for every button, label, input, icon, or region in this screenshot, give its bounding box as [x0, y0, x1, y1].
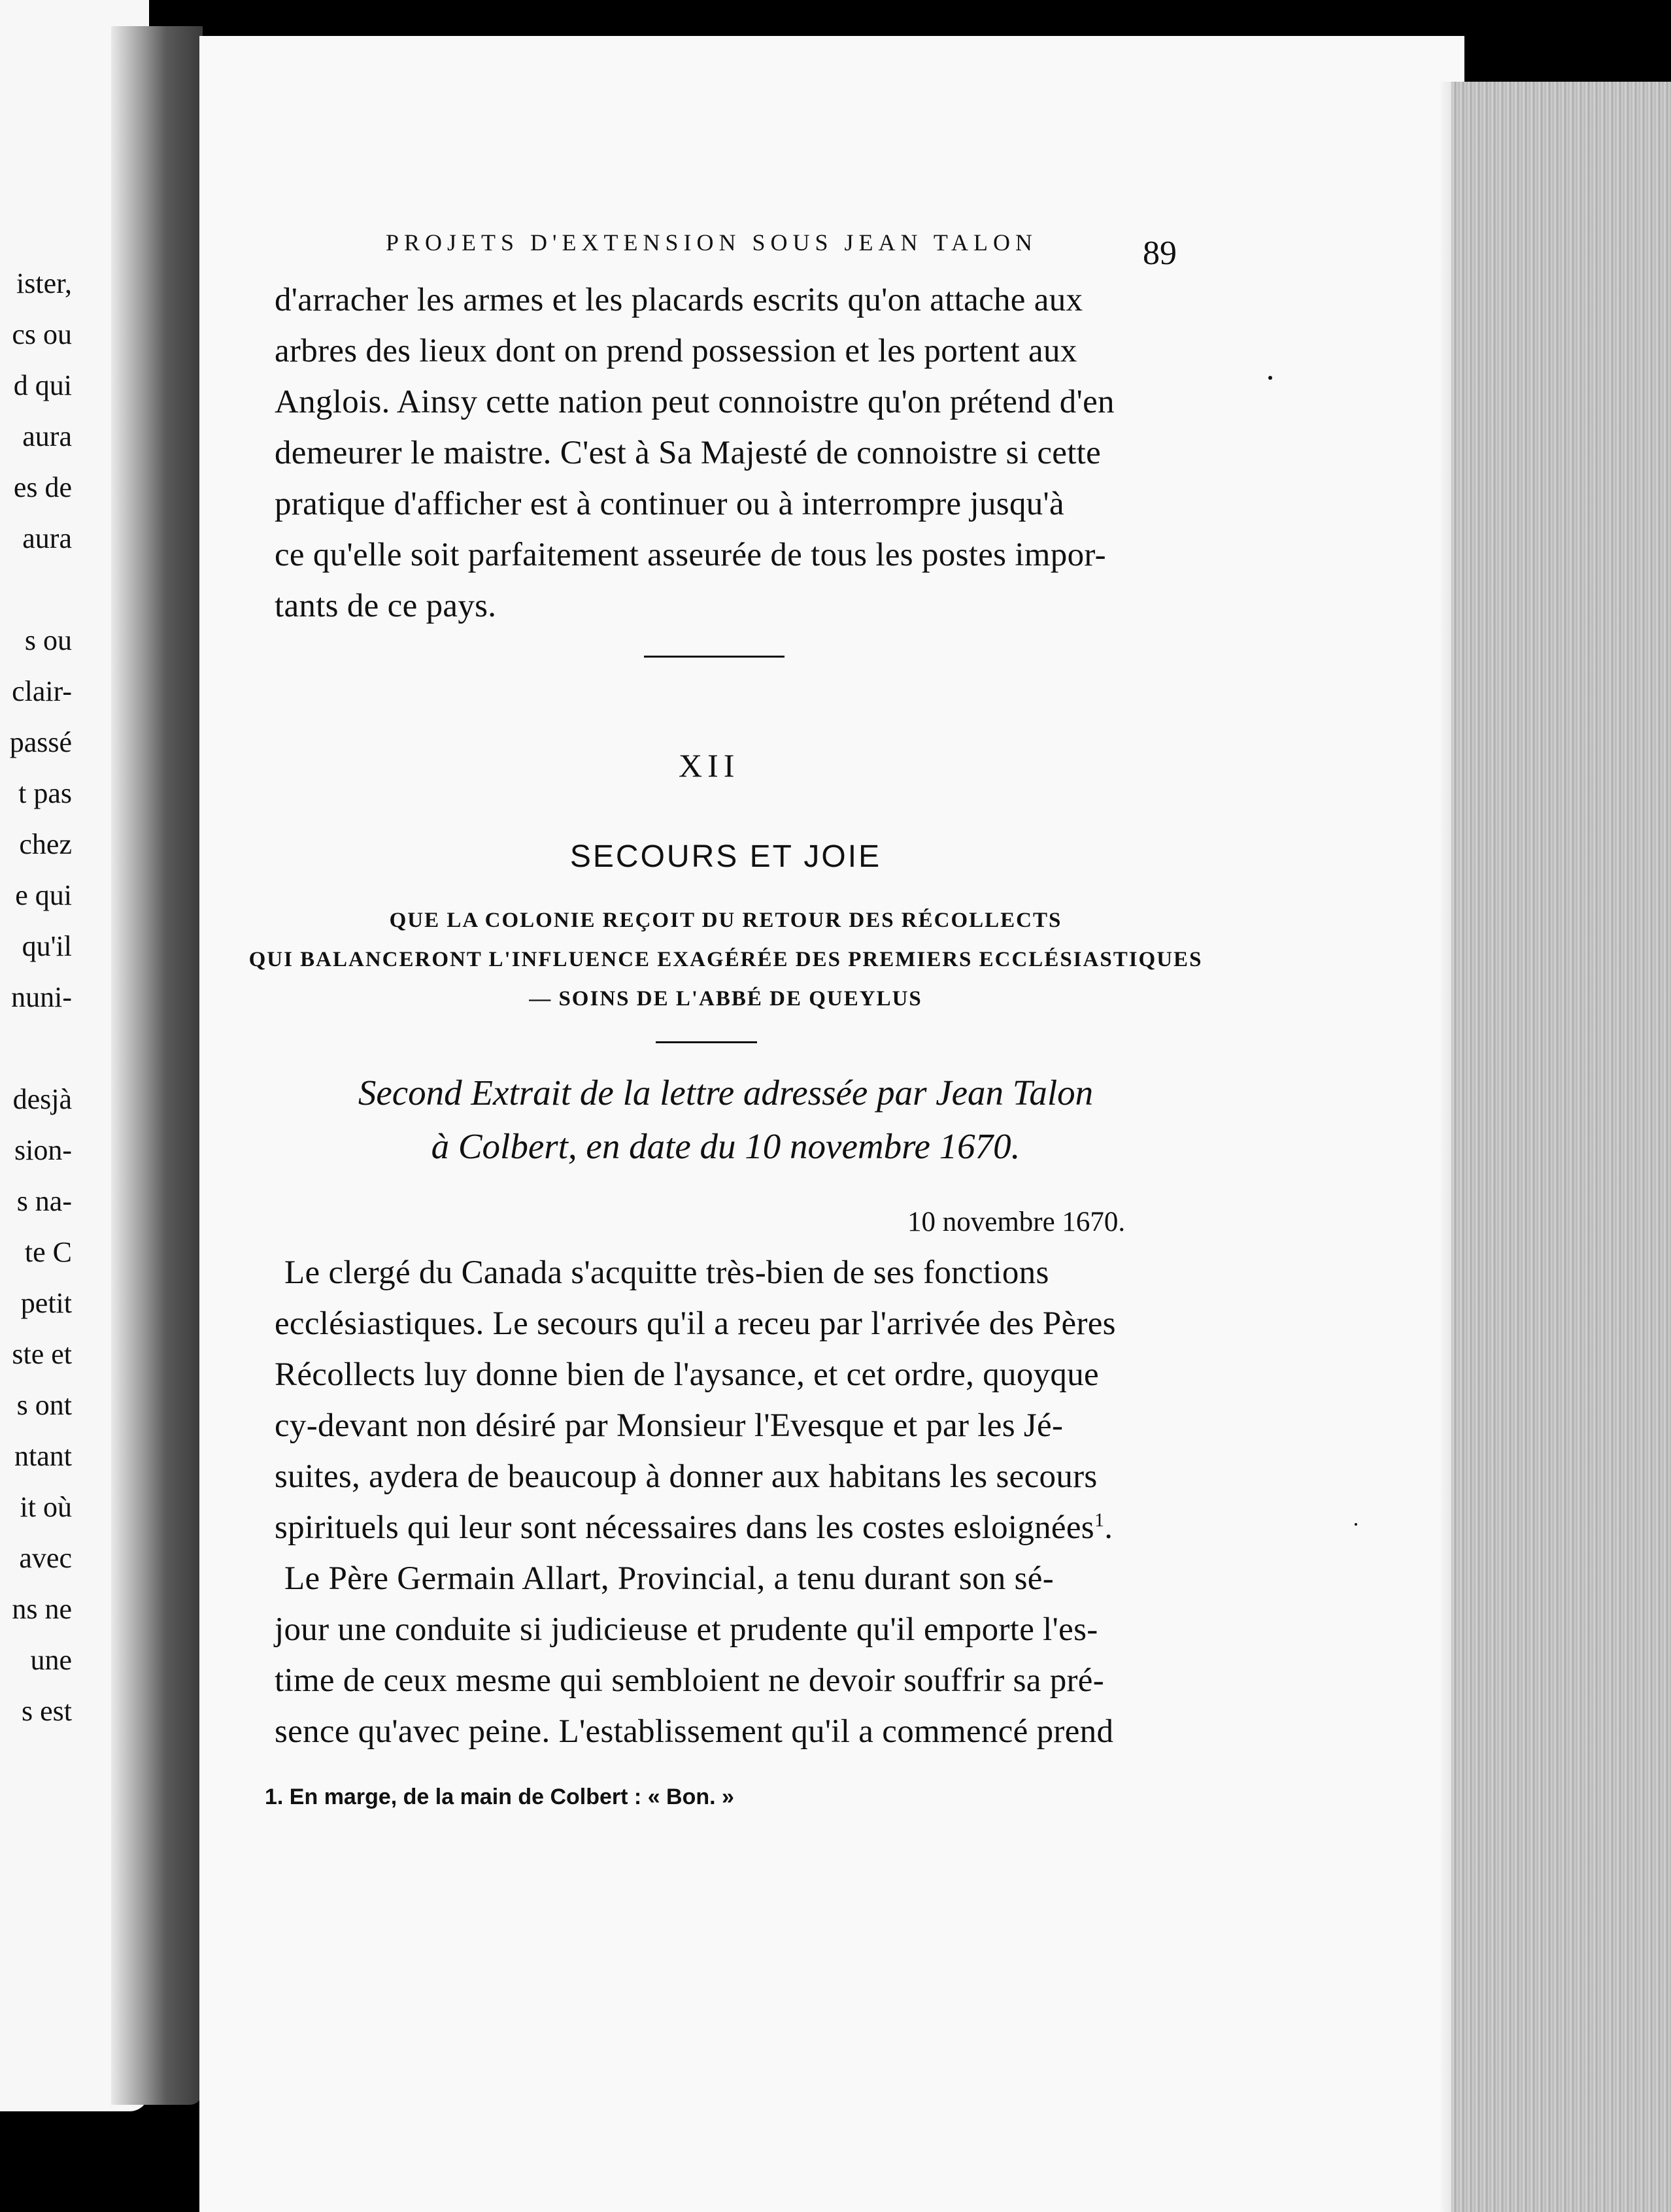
scan-speck — [1355, 1523, 1357, 1526]
page-block-edge — [1451, 82, 1671, 2212]
subtitle-divider — [656, 1041, 757, 1043]
letter-date: 10 novembre 1670. — [907, 1207, 1126, 1237]
section-subtitle-line: QUI BALANCERONT L'INFLUENCE EXAGÉRÉE DES PREMIERS ECCLÉSIASTIQUES — [248, 948, 1203, 971]
left-fragment: d qui — [13, 369, 72, 401]
text-line: ecclésiastiques. Le secours qu'il a receu par l'arrivée des Pères — [275, 1305, 1116, 1342]
left-fragment: une — [30, 1644, 72, 1676]
section-subtitle-line: — SOINS DE L'ABBÉ DE QUEYLUS — [529, 987, 922, 1011]
text-line: demeurer le maistre. C'est à Sa Majesté de connoistre si cette — [275, 435, 1102, 471]
page-number: 89 — [1143, 235, 1177, 272]
left-fragment: te C — [24, 1236, 72, 1268]
extract-heading-line: à Colbert, en date du 10 novembre 1670. — [431, 1126, 1021, 1166]
text-line: Récollects luy donne bien de l'aysance, et cet ordre, quoyque — [275, 1356, 1099, 1393]
left-fragment: e qui — [15, 879, 72, 911]
left-fragment: passé — [9, 726, 72, 758]
left-fragment: s est — [22, 1695, 72, 1727]
left-fragment: petit — [20, 1287, 72, 1319]
left-fragment: s na- — [16, 1185, 72, 1217]
section-divider — [644, 656, 785, 658]
left-fragment: clair- — [12, 675, 72, 707]
text-line: suites, aydera de beaucoup à donner aux habitans les secours — [275, 1458, 1098, 1495]
left-fragment: ntant — [14, 1440, 72, 1472]
text-line: arbres des lieux dont on prend possession et les portent aux — [275, 333, 1077, 369]
left-fragment: ste et — [12, 1338, 72, 1370]
text-line: jour une conduite si judicieuse et prudente qu'il emporte l'es- — [275, 1611, 1098, 1648]
text-line: cy-devant non désiré par Monsieur l'Evesque et par les Jé- — [275, 1407, 1064, 1444]
running-head: PROJETS D'EXTENSION SOUS JEAN TALON — [386, 229, 1038, 256]
extract-heading-line: Second Extrait de la lettre adressée par Jean Talon — [358, 1073, 1094, 1113]
left-fragment: avec — [19, 1542, 72, 1574]
footnote: 1. En marge, de la main de Colbert : « Bon. » — [265, 1785, 734, 1809]
left-fragment: t pas — [18, 777, 72, 809]
left-fragment: es de — [13, 471, 72, 503]
text-line: d'arracher les armes et les placards escrits qu'on attache aux — [275, 282, 1083, 318]
section-number: XII — [679, 747, 740, 784]
text-line: sence qu'avec peine. L'establissement qu'il a commencé prend — [275, 1713, 1114, 1750]
left-fragment: aura — [22, 522, 72, 554]
text-line-content: spirituels qui leur sont nécessaires dans les costes esloignées — [275, 1509, 1094, 1546]
text-line: tants de ce pays. — [275, 588, 497, 624]
text-line: Anglois. Ainsy cette nation peut connoistre qu'on prétend d'en — [275, 384, 1115, 420]
left-fragment: ister, — [16, 267, 72, 299]
text-line: Le Père Germain Allart, Provincial, a tenu durant son sé- — [284, 1560, 1055, 1597]
left-fragment: s ou — [24, 624, 72, 656]
text-line: ce qu'elle soit parfaitement asseurée de tous les postes impor- — [275, 537, 1106, 573]
text-line: time de ceux mesme qui sembloient ne devoir souffrir sa pré- — [275, 1662, 1105, 1699]
left-fragment: it où — [20, 1491, 72, 1523]
text-line: spirituels qui leur sont nécessaires dans les costes esloignées$^1$. — [275, 1509, 1113, 1546]
left-fragment: ns ne — [12, 1593, 72, 1625]
left-fragment: aura — [22, 420, 72, 452]
section-title: SECOURS ET JOIE — [569, 839, 882, 874]
left-fragment: cs ou — [12, 318, 72, 350]
text-line: Le clergé du Canada s'acquitte très-bien de ses fonctions — [284, 1254, 1049, 1291]
left-fragment: desjà — [12, 1083, 72, 1115]
left-fragment: nuni- — [11, 981, 72, 1013]
book-spine-shadow — [111, 26, 203, 2105]
section-subtitle-line: QUE LA COLONIE REÇOIT DU RETOUR DES RÉCOLLECTS — [389, 909, 1062, 932]
footnote-marker: 1 — [1094, 1509, 1105, 1531]
scan-speck — [1268, 376, 1272, 380]
left-fragment: qu'il — [22, 930, 72, 962]
left-fragment: chez — [19, 828, 72, 860]
left-fragment: s ont — [16, 1389, 72, 1421]
left-fragment: sion- — [14, 1134, 72, 1166]
text-line: pratique d'afficher est à continuer ou à interrompre jusqu'à — [275, 486, 1064, 522]
